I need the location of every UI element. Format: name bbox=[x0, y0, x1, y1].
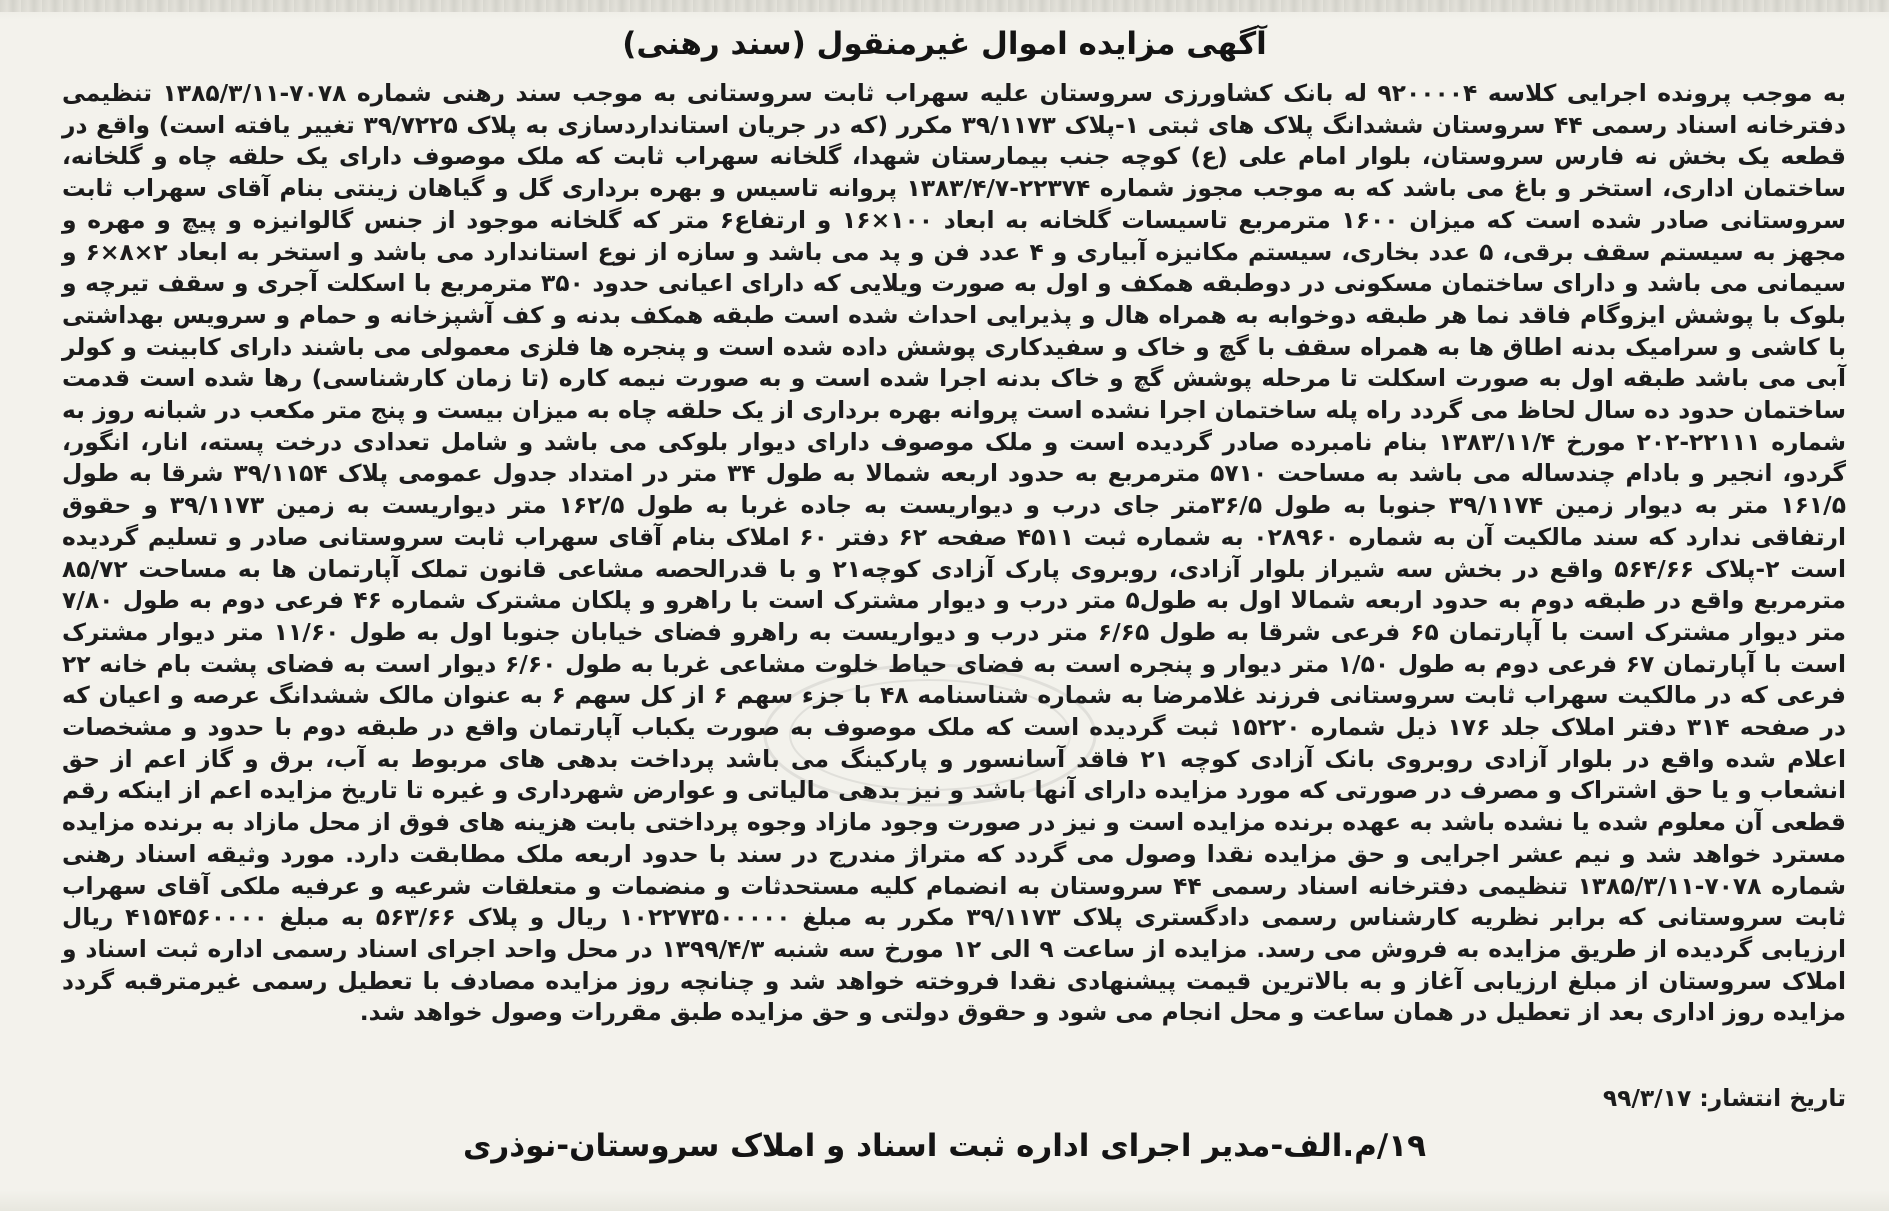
scan-edge bbox=[0, 0, 1889, 12]
notice-body: به موجب پرونده اجرایی کلاسه ۹۲۰۰۰۰۴ له بانک کشاورزی سروستان علیه سهراب ثابت سروستانی به موجب سند رهنی شماره ۷۰۷۸-۱۳۸۵/۳/۱۱ تنظیمی دفترخانه اسناد رسمی ۴۴ سروستان ششدانگ پلاک های ثبتی ۱-پلاک ۳۹/۱۱۷۳ مکرر (که در جریان استانداردسازی به پلاک ۳۹/۷۲۲۵ تغییر یافته است) واقع در قطعه یک بخش نه فارس سروستان، بلوار امام علی (ع) کوچه جنب بیمارستان شهدا، گلخانه سهراب ثابت که ملک موصوف دارای یک حلقه چاه و گلخانه، ساختمان اداری، استخر و باغ می باشد که به موجب مجوز شماره ۲۲۳۷۴-۱۳۸۳/۴/۷ پروانه تاسیس و بهره برداری گل و گیاهان زینتی بنام آقای سهراب ثابت سروستانی صادر شده است که میزان ۱۶۰۰ مترمربع تاسیسات گلخانه به ابعاد ۱۰۰×۱۶ و ارتفاع۶ متر که گلخانه موجود از جنس گالوانیزه و پیچ و مهره و مجهز به سیستم سقف برقی، ۵ عدد بخاری، سیستم مکانیزه آبیاری و ۴ عدد فن و پد می باشد و سازه از نوع استاندارد می باشد و استخر به ابعاد ۲×۸×۶ و سیمانی می باشد و دارای ساختمان مسکونی در دوطبقه همکف و اول به صورت ویلایی که دارای اعیانی حدود ۳۵۰ مترمربع با اسکلت آجری و سقف تیرچه و بلوک با پوشش ایزوگام فاقد نما هر طبقه دوخوابه به همراه هال و پذیرایی احداث شده است طبقه همکف بدنه و کف آشپزخانه و حمام و سرویس بهداشتی با کاشی و سرامیک بدنه اطاق ها به همراه سقف با گچ و خاک و سفیدکاری پوشش داده شده است و پنجره ها فلزی معمولی می باشند دارای کابینت و کولر آبی می باشد طبقه اول به صورت اسکلت تا مرحله پوشش گچ و خاک بدنه اجرا شده است و به صورت نیمه کاره (تا زمان کارشناسی) رها شده است قدمت ساختمان حدود ده سال لحاظ می گردد راه پله ساختمان اجرا نشده است پروانه بهره برداری از یک حلقه چاه به میزان بیست و پنج متر مکعب در شبانه روز به شماره ۲۲۱۱۱-۲۰۲ مورخ ۱۳۸۳/۱۱/۴ بنام نامبرده صادر گردیده است و ملک موصوف دارای دیوار بلوکی می باشد و شامل تعدادی درخت پسته، انار، انگور، گردو، انجیر و بادام چندساله می باشد به مساحت ۵۷۱۰ مترمربع به حدود اربعه شمالا به طول ۳۴ متر در امتداد جدول عمومی پلاک ۳۹/۱۱۵۴ شرقا به طول ۱۶۱/۵ متر به دیوار زمین ۳۹/۱۱۷۴ جنوبا به طول ۳۶/۵متر جای درب و دیواریست به جاده غربا به طول ۱۶۲/۵ متر دیواریست به زمین ۳۹/۱۱۷۳ و حقوق ارتفاقی ندارد که سند مالکیت آن به شماره ۰۲۸۹۶۰ به شماره ثبت ۴۵۱۱ صفحه ۶۲ دفتر ۶۰ املاک بنام آقای سهراب ثابت سروستانی صادر و تسلیم گردیده است ۲-پلاک ۵۶۴/۶۶ واقع در بخش سه شیراز بلوار آزادی، روبروی پارک آزادی کوچه۲۱ و با قدرالحصه مشاعی قانون تملک آپارتمان ها به مساحت ۸۵/۷۲ مترمربع واقع در طبقه دوم به حدود اربعه شمالا اول به طول۵ متر درب و دیوار مشترک است با راهرو و پلکان مشترک شماره ۴۶ فرعی دوم به طول ۷/۸۰ متر دیوار مشترک است با آپارتمان ۶۵ فرعی شرقا به طول ۶/۶۵ متر درب و دیواریست به راهرو فضای خیابان جنوبا اول به طول ۱۱/۶۰ متر دیوار مشترک است با آپارتمان ۶۷ فرعی دوم به طول ۱/۵۰ متر دیوار و پنجره است به فضای حیاط خلوت مشاعی غربا به طول ۶/۶۰ دیوار است به فضای پشت بام خانه ۲۲ فرعی که در مالکیت سهراب ثابت سروستانی فرزند غلامرضا به شماره شناسنامه ۴۸ با جزء سهم ۶ از کل سهم ۶ به عنوان مالک ششدانگ عرصه و اعیان که در صفحه ۳۱۴ دفتر املاک جلد ۱۷۶ ذیل شماره ۱۵۲۲۰ ثبت گردیده است که ملک موصوف به صورت یکباب آپارتمان واقع در طبقه دوم با حدود و مشخصات اعلام شده واقع در بلوار آزادی روبروی بانک آزادی کوچه ۲۱ فاقد آسانسور و پارکینگ می باشد پرداخت بدهی های مربوط به آب، برق و گاز اعم از حق انشعاب و یا حق اشتراک و مصرف در صورتی که مورد مزایده دارای آنها باشد و نیز بدهی مالیاتی و عوارض شهرداری و غیره تا تاریخ مزایده اعم از اینکه رقم قطعی آن معلوم شده یا نشده باشد به عهده برنده مزایده است و نیز در صورت وجود مازاد وجوه پرداختی بابت هزینه های فوق از محل مازاد به برنده مزایده مسترد خواهد شد و نیم عشر اجرایی و حق مزایده نقدا وصول می گردد که متراژ مندرج در سند با حدود اربعه ملک مطابقت دارد. مورد وثیقه اسناد رهنی شماره ۷۰۷۸-۱۳۸۵/۳/۱۱ تنظیمی دفترخانه اسناد رسمی ۴۴ سروستان به انضمام کلیه مستحدثات و منضمات و متعلقات شرعیه و عرفیه ملکی آقای سهراب ثابت سروستانی که برابر نظریه کارشناس رسمی دادگستری پلاک ۳۹/۱۱۷۳ مکرر به مبلغ ۱۰۲۲۷۳۵۰۰۰۰۰ ریال و پلاک ۵۶۳/۶۶ به مبلغ ۴۱۵۴۵۶۰۰۰۰ ریال ارزیابی گردیده از طریق مزایده به فروش می رسد. مزایده از ساعت ۹ الی ۱۲ مورخ سه شنبه ۱۳۹۹/۴/۳ در محل واحد اجرای اسناد رسمی اداره ثبت اسناد و املاک سروستان از مبلغ ارزیابی آغاز و به بالاترین قیمت پیشنهادی نقدا فروخته خواهد شد و چنانچه روز مزایده مصادف با تعطیل رسمی غیرمترقبه گردد مزایده روز اداری بعد از تعطیل در همان ساعت و محل انجام می شود و حقوق دولتی و حق مزایده طبق مقررات وصول خواهد شد. bbox=[62, 79, 1847, 1027]
publication-date: تاریخ انتشار: ۹۹/۳/۱۷ bbox=[1602, 1084, 1846, 1112]
notice-title: آگهی مزایده اموال غیرمنقول (سند رهنی) bbox=[622, 26, 1267, 62]
notice-signature: ۱۹/م.الف-مدیر اجرای اداره ثبت اسناد و املاک سروستان-نوذری bbox=[462, 1128, 1427, 1164]
